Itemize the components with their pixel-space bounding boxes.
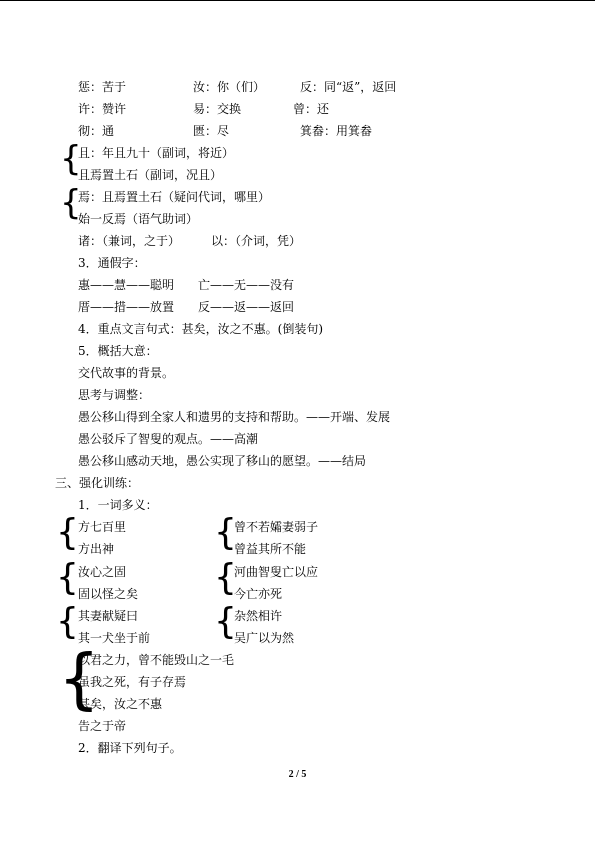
vocab-item: 反：同“返”，返回 — [300, 80, 397, 94]
tongjia-item: 亡——无——没有 — [198, 278, 295, 292]
polysemy-line: 以君之力，曾不能毁山之一毛 — [78, 653, 235, 667]
think-line: 愚公移山感动天地，愚公实现了移山的愿望。——结局 — [78, 454, 367, 468]
vocab-item: 惩：苦于 — [78, 80, 127, 94]
think-line: 愚公移山得到全家人和遗男的支持和帮助。——开端、发展 — [78, 410, 391, 424]
page-number: 2 / 5 — [288, 769, 307, 780]
polysemy-line: 始一反焉（语气助词） — [78, 212, 199, 226]
vocab-item: 彻：通 — [78, 124, 115, 138]
polysemy-line: 其妻献疑曰 — [78, 609, 139, 623]
question-heading: 2．翻译下列句子。 — [78, 741, 182, 755]
polysemy-line: 且：年且九十（副词，将近） — [78, 146, 235, 160]
vocab-item: 许：赞许 — [78, 102, 127, 116]
brace-icon: { — [56, 512, 79, 553]
vocab-item: 匮：尽 — [193, 124, 230, 138]
polysemy-line: 甚矣，汝之不惠 — [78, 697, 163, 711]
summary-text: 交代故事的背景。 — [78, 366, 175, 380]
polysemy-line: 汝心之固 — [78, 565, 127, 579]
brace-icon: { — [60, 139, 82, 179]
polysemy-line: 且焉置土石（副词，况且） — [78, 168, 223, 182]
vocab-item: 曾：还 — [293, 102, 330, 116]
polysemy-line: 告之于帝 — [78, 719, 127, 733]
brace-icon: { — [58, 640, 100, 717]
brace-icon: { — [56, 557, 79, 598]
polysemy-line: 吴广以为然 — [234, 631, 295, 645]
polysemy-line: 今亡亦死 — [234, 587, 283, 601]
polysemy-line: 河曲智叟亡以应 — [234, 565, 319, 579]
polysemy-line: 方七百里 — [78, 520, 127, 534]
sentence-pattern: 4．重点文言句式：甚矣，汝之不惠。(倒装句) — [78, 322, 323, 336]
top-border-line — [0, 0, 595, 1]
polysemy-line: 曾益其所不能 — [234, 542, 307, 556]
polysemy-line: 杂然相许 — [234, 609, 283, 623]
brace-icon: { — [214, 557, 237, 598]
brace-icon: { — [56, 601, 79, 642]
vocab-item: 易：交换 — [193, 102, 242, 116]
polysemy-line: 其一犬坐于前 — [78, 631, 151, 645]
polysemy-line: 虽我之死，有子存焉 — [78, 675, 187, 689]
tongjia-item: 反——返——返回 — [198, 300, 295, 314]
vocab-item: 箕畚：用箕畚 — [300, 124, 373, 138]
think-line: 愚公驳斥了智叟的观点。——高潮 — [78, 432, 259, 446]
section-title: 三、强化训练： — [55, 476, 140, 490]
brace-icon: { — [60, 183, 82, 223]
polysemy-line: 曾不若孀妻弱子 — [234, 520, 319, 534]
section-heading: 3．通假字： — [78, 256, 146, 270]
tongjia-item: 惠——慧——聪明 — [78, 278, 175, 292]
vocab-item: 诸：（兼词，之于） — [78, 234, 181, 248]
brace-icon: { — [214, 512, 237, 553]
vocab-item: 以：（介词，凭） — [211, 234, 302, 248]
brace-icon: { — [214, 601, 237, 642]
section-heading: 思考与调整： — [78, 388, 151, 402]
polysemy-line: 方出神 — [78, 542, 115, 556]
question-heading: 1．一词多义： — [78, 498, 158, 512]
section-heading: 5．概括大意： — [78, 344, 158, 358]
tongjia-item: 厝——措——放置 — [78, 300, 175, 314]
vocab-item: 汝：你（们） — [193, 80, 266, 94]
polysemy-line: 固以怪之矣 — [78, 587, 139, 601]
polysemy-line: 焉：且焉置土石（疑问代词，哪里） — [78, 190, 271, 204]
